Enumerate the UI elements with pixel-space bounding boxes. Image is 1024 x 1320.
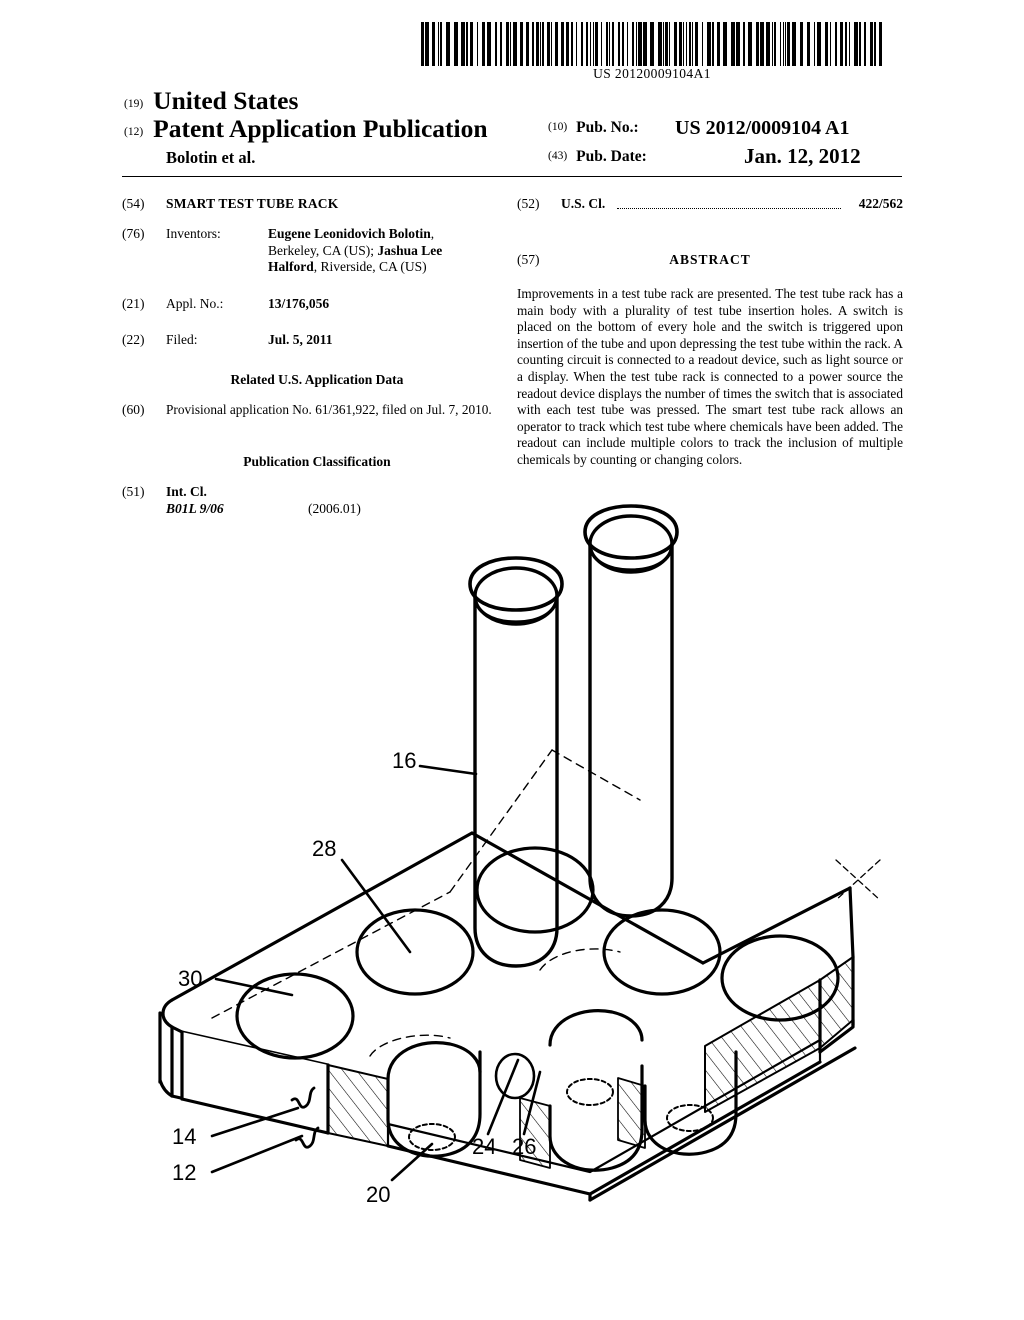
doc-type-line [124, 114, 488, 144]
invention-title: SMART TEST TUBE RACK [166, 196, 339, 211]
inventors-row [122, 226, 512, 296]
inventors-value [268, 226, 442, 276]
appl-no-value: 13/176,056 [268, 296, 330, 311]
ref-numeral-14: 14 [172, 1124, 197, 1149]
title-row [122, 196, 512, 226]
int-cl-label: Int. Cl. [166, 484, 207, 499]
abstract-heading: ABSTRACT [669, 252, 751, 267]
related-text: Provisional application No. 61/361,922, filed on Jul. 7, 2010. [166, 402, 492, 417]
barcode-number-text: US 20120009104A1 [593, 66, 711, 81]
document-header [0, 86, 1024, 170]
pub-date-label: Pub. Date: [576, 148, 647, 165]
pub-no-line [548, 119, 639, 137]
int-cl-code: (51) [122, 484, 145, 499]
filed-value: Jul. 5, 2011 [268, 332, 333, 347]
pub-no-code: (10) [548, 121, 568, 133]
inventors-code: (76) [122, 226, 145, 241]
ref-numeral-20: 20 [366, 1182, 391, 1207]
filed-code: (22) [122, 332, 145, 347]
inventor-1-name: Eugene Leonidovich Bolotin [268, 226, 431, 241]
appl-no-code: (21) [122, 296, 145, 311]
us-cl-label: U.S. Cl. [561, 196, 606, 211]
ref-numeral-28: 28 [312, 836, 337, 861]
int-cl-value: B01L 9/06 [166, 501, 224, 516]
pub-no-label: Pub. No.: [576, 119, 639, 136]
country-code: (19) [124, 98, 144, 110]
applicant-line [166, 148, 255, 168]
inventors-label: Inventors: [166, 226, 221, 241]
filed-row [122, 332, 512, 372]
pub-date-code: (43) [548, 150, 568, 162]
abstract-code: (57) [517, 252, 540, 267]
abstract-text: Improvements in a test tube rack are presented. The test tube rack has a main body with a plurality of test tube insertion holes. A switch is placed on the bottom of every hole and the switch is triggered upon insertion of the tube and upon depressing the test tube within the rack. A counting circuit is connected to a readout device, such as light source or a display. When the test tube rack is connected to a power source the readout device displays the number of times the switch that is associated with each test tube was pressed. The smart test tube rack allows an operator to track which test tube where chemicals have been added. The readout can include multiple colors to track the inclusion of multiple chemicals by counting or changing colors. [517, 286, 903, 467]
inventor-2-name-b: Halford [268, 259, 314, 274]
appl-no-label: Appl. No.: [166, 296, 224, 311]
barcode [419, 22, 885, 66]
publication-classification-heading: Publication Classification [243, 454, 391, 469]
applicant-name: Bolotin et al. [166, 148, 256, 167]
us-cl-leader-dots [617, 208, 841, 209]
country-name: United States [153, 86, 299, 115]
ref-numeral-26: 26 [512, 1134, 537, 1159]
ref-numeral-30: 30 [178, 966, 203, 991]
patent-figure-test-tube-rack [120, 500, 910, 1240]
doc-type-code: (12) [124, 126, 144, 138]
us-cl-row [517, 196, 903, 218]
pub-date-line [548, 148, 647, 166]
ref-numeral-24: 24 [472, 1134, 497, 1159]
ref-numeral-16: 16 [392, 748, 417, 773]
filed-label: Filed: [166, 332, 198, 347]
inventor-2-name-a: Jashua Lee [377, 242, 443, 258]
inventor-1-sep: , [430, 226, 435, 241]
appl-no-row [122, 296, 512, 332]
us-cl-code: (52) [517, 196, 540, 211]
bibliographic-right-column [517, 196, 903, 469]
related-application-heading: Related U.S. Application Data [230, 372, 404, 387]
related-code: (60) [122, 402, 145, 417]
title-code: (54) [122, 196, 145, 211]
pub-date-value: Jan. 12, 2012 [744, 144, 861, 168]
ref-numeral-12: 12 [172, 1160, 197, 1185]
inventor-2-city: , Riverside, CA (US) [313, 259, 427, 274]
header-divider [122, 176, 902, 177]
abstract-heading-row [517, 252, 903, 274]
us-cl-value: 422/562 [858, 196, 903, 211]
inventor-1-city: Berkeley, CA (US); [268, 242, 378, 258]
related-application-row [122, 402, 512, 454]
bibliographic-left-column [122, 196, 512, 524]
doc-type-name: Patent Application Publication [153, 114, 488, 143]
country-line [124, 86, 298, 116]
pub-no-value: US 2012/0009104 A1 [675, 117, 850, 139]
int-cl-version: (2006.01) [308, 501, 361, 516]
